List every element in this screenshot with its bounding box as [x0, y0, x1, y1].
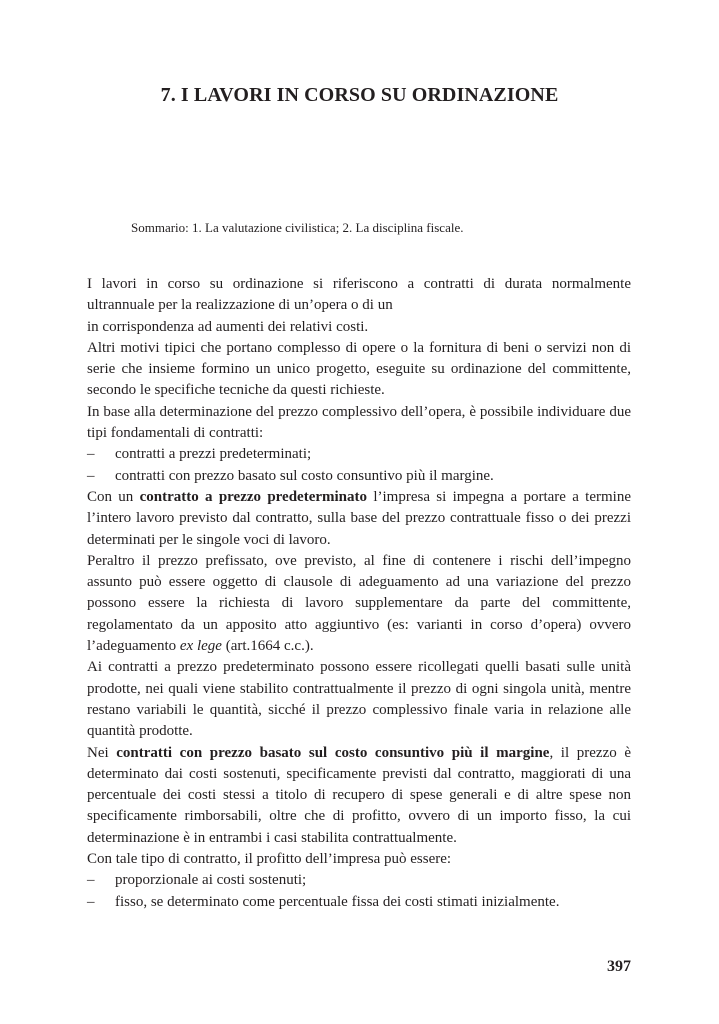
paragraph-6: Ai contratti a prezzo predeterminato possono essere ricollegati quelli basati sulle unità prodotte, nei quali viene stabilito contrattualmente il prezzo di ogni singola unità, mentre restano variabili le quantità, sicché il prezzo complessivo finale varia in relazione alle quantità prodotte. — [87, 659, 631, 740]
paragraph-4: Con un contratto a prezzo predeterminato l’impresa si impegna a portare a termine l’intero lavoro previsto dal contratto, sulla base del prezzo contrattuale fisso o dei prezzi determinati per le singole voci di lavoro. — [87, 488, 631, 548]
chapter-summary: Sommario: 1. La valutazione civilistica; 2. La disciplina fiscale. — [131, 220, 464, 235]
paragraph-2: Altri motivi tipici che portano complesso di opere o la fornitura di beni o servizi non di serie che insieme formino un unico progetto, eseguite su ordinazione del committente, secondo le specifiche tecniche da questi richieste. — [87, 339, 631, 399]
paragraph-7: Nei contratti con prezzo basato sul costo consuntivo più il margine, il prezzo è determinato dai costi sostenuti, specificamente previsti dal contratto, maggiorati di una percentuale dei costi stessi a titolo di recupero di spese generali e di altre spese non specificamente rimborsabili, oltre che di profitto, ovvero di un importo fisso, la cui determinazione è in entrambi i casi stabilita contrattualmente. — [87, 744, 631, 846]
paragraph-8: Con tale tipo di contratto, il profitto dell’impresa può essere: — [87, 851, 452, 868]
list-item — [87, 892, 631, 913]
italic-term: ex lege — [179, 638, 222, 655]
list-item — [87, 466, 631, 487]
list-dash: – — [87, 446, 95, 463]
paragraph-3: In base alla determinazione del prezzo complessivo dell’opera, è possibile individuare due tipi fondamentali di contratti: — [87, 403, 631, 442]
list-item-text: contratti a prezzi predeterminati; — [115, 446, 312, 463]
list-item-text: proporzionale ai costi sostenuti; — [115, 872, 307, 889]
body-text — [87, 274, 631, 913]
list-dash: – — [87, 872, 95, 889]
list-dash: – — [87, 467, 95, 484]
list-item — [87, 870, 631, 891]
page-number: 397 — [607, 958, 631, 975]
paragraph-5: Peraltro il prezzo prefissato, ove previsto, al fine di contenere i rischi dell’impegno assunto può essere oggetto di clausole di adeguamento ad una variazione del prezzo possono essere la richiesta di lavoro supplementare da parte del committente, regolamentato da un apposito atto aggiuntivo (es: varianti in corso d’opera) ovvero l’adeguamento ex lege (art.1664 c.c.). — [87, 552, 631, 655]
chapter-title: 7. I LAVORI IN CORSO SU ORDINAZIONE — [160, 84, 559, 106]
paragraph-1: I lavori in corso su ordinazione si riferiscono a contratti di durata normalmente ultrannuale per la realizzazione di un’opera o di un — [87, 276, 631, 314]
list-item — [87, 444, 631, 465]
bold-term: contratto a prezzo predeterminato — [139, 488, 368, 505]
list-dash: – — [87, 893, 95, 910]
paragraph-1-continued: in corrispondenza ad aumenti dei relativi costi. — [87, 318, 369, 335]
bold-term: contratti con prezzo basato sul costo consuntivo più il margine — [116, 744, 550, 761]
list-item-text: fisso, se determinato come percentuale fissa dei costi stimati inizialmente. — [115, 893, 560, 910]
list-item-text: contratti con prezzo basato sul costo consuntivo più il margine. — [115, 467, 494, 484]
